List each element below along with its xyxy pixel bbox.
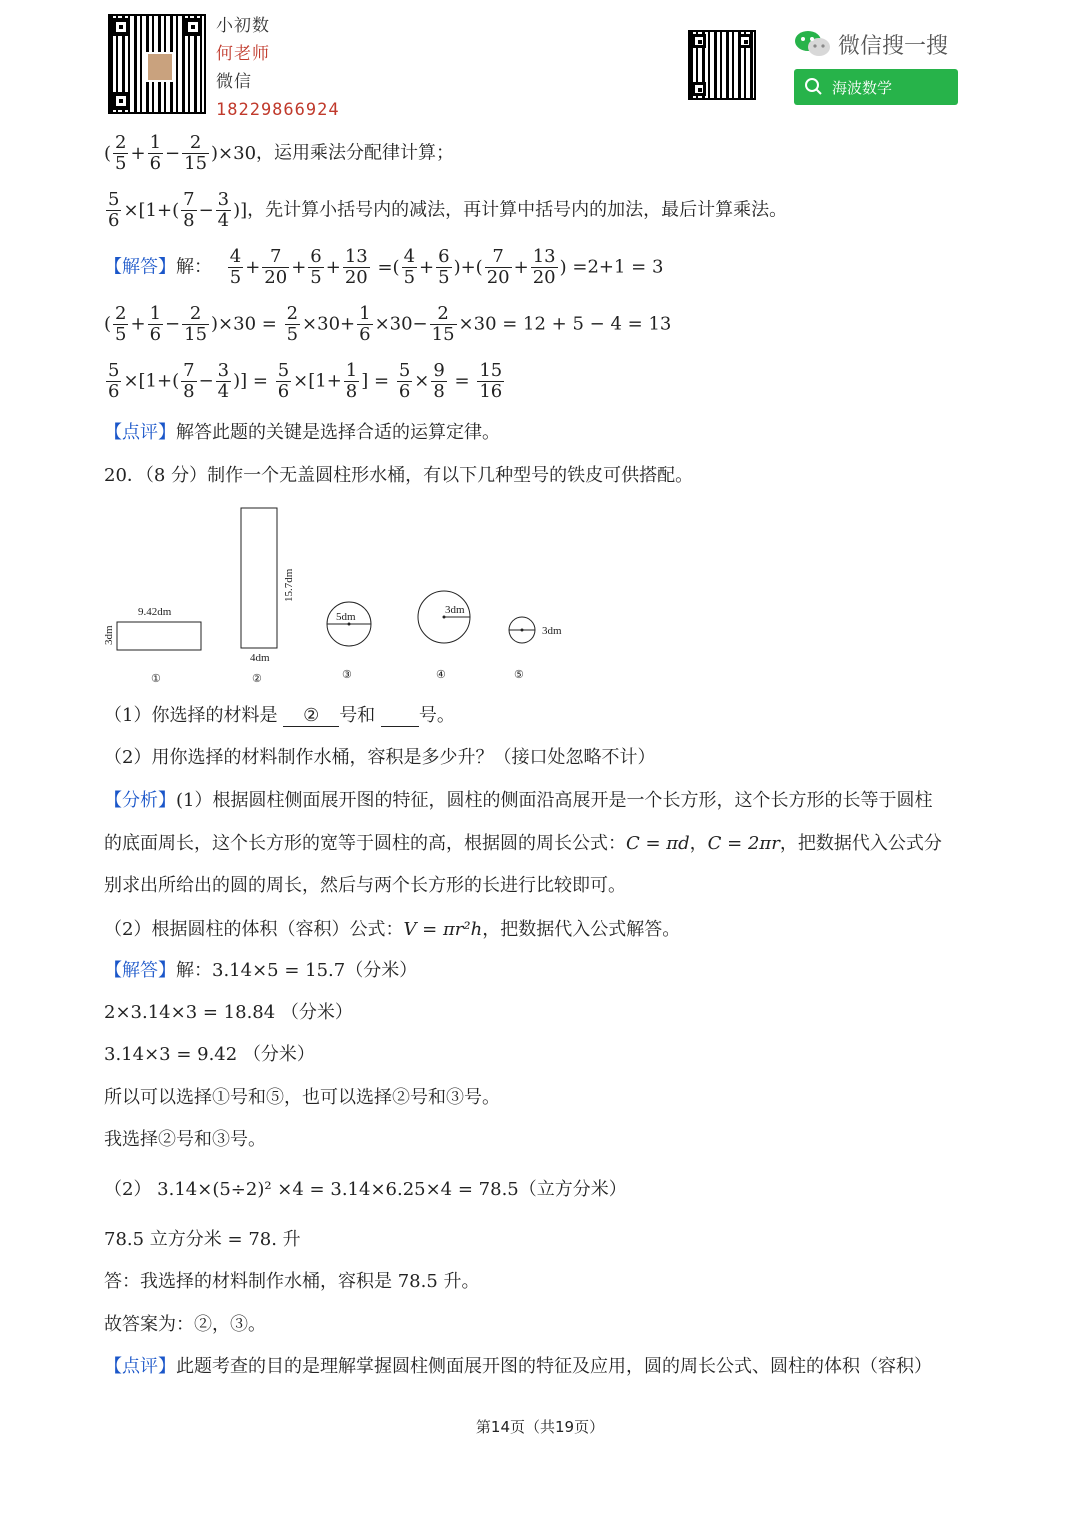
solution1-eq2: ( $\frac{2}{5}$ + $\frac{1}{6}$ − $\frac{2}{15}$ )×30 = $\frac{2}{5}$ ×30+ $\frac{1}{6}$ ×30− $\frac{2}{15}$ ×30 = 12 + 5 − 4 = 13 <box>104 303 672 345</box>
card-phone: 18229866924 <box>216 100 340 120</box>
eq1-result: =2+1 = 3 <box>572 256 664 278</box>
solution2-line-9: 故答案为：②，③。 <box>104 1314 266 1335</box>
qr-code-left <box>108 14 206 114</box>
rect-1-length: 9.42dm <box>138 606 172 618</box>
wechat-icon <box>794 29 832 59</box>
label-5: ⑤ <box>514 669 524 681</box>
label-1: ① <box>151 673 161 685</box>
material-diagram <box>100 502 580 692</box>
portrait-avatar <box>146 52 174 82</box>
label-2: ② <box>252 673 262 685</box>
solution2-tag: 【解答】 <box>104 960 176 981</box>
rect-2 <box>241 508 277 648</box>
q20-sub2: （2）用你选择的材料制作水桶，容积是多少升？（接口处忽略不计） <box>104 747 656 768</box>
analysis-line-1 <box>104 789 932 813</box>
solution2-line-8: 答：我选择的材料制作水桶，容积是 78.5 升。 <box>104 1271 480 1292</box>
intro-line-2 <box>104 133 454 174</box>
label-3: ③ <box>342 669 352 681</box>
formula-circumference-r: C = 2πr <box>707 833 780 854</box>
circle-3-diameter: 5dm <box>336 611 356 623</box>
analysis-text-4b: ，把数据代入公式解答。 <box>482 919 681 940</box>
review1 <box>104 421 500 445</box>
review2-text: 此题考查的目的是理解掌握圆柱侧面展开图的特征及应用，圆的周长公式、圆柱的体积（容积） <box>176 1356 932 1377</box>
q20-stem: 20．（8 分）制作一个无盖圆柱形水桶，有以下几种型号的铁皮可供搭配。 <box>104 465 694 486</box>
analysis-line-2 <box>104 832 942 856</box>
rect-2-width: 4dm <box>250 652 270 664</box>
qr-code-right <box>688 30 756 100</box>
eq2-tail: ×30 = 12 + 5 − 4 = 13 <box>458 313 672 335</box>
solution1-eq1 <box>104 247 663 288</box>
answer-blank-2[interactable] <box>381 706 419 727</box>
answer-blank-1[interactable]: ② <box>283 706 339 727</box>
search-label: 海波数学 <box>832 78 893 97</box>
eq1-expr: $\frac{4}{5}$ + $\frac{7}{20}$ + $\frac{6}{5}$ + $\frac{13}{20}$ =( $\frac{4}{5}$ + $\frac{6}{5}$ )+( $\frac{7}{20}$ + $\frac{13}{20}$ ) <box>229 246 573 288</box>
analysis-text-2b: ，把数据代入公式分 <box>779 833 942 854</box>
rect-2-length: 15.7dm <box>283 568 295 602</box>
circle-5-diameter: 3dm <box>542 625 562 637</box>
card-line-1: 小初数 <box>216 16 270 36</box>
card-line-3: 微信 <box>216 72 252 92</box>
q20-sub1 <box>104 704 455 728</box>
review2 <box>104 1355 932 1379</box>
solution1-eq3: $\frac{5}{6}$ ×[1+( $\frac{7}{8}$ − $\frac{3}{4}$ )] = $\frac{5}{6}$ ×[1+ $\frac{1}{8}$ ] = $\frac{5}{6}$ × $\frac{9}{8}$ = $\frac{15}{16}$ <box>108 360 503 402</box>
page-number: 第14页（共19页） <box>475 1418 605 1436</box>
intro-line-3 <box>104 190 787 231</box>
intro-line-2-text: ，运用乘法分配律计算； <box>256 142 455 164</box>
solution2-text-1: 解：3.14×5 = 15.7（分米） <box>176 960 418 981</box>
solution2-line-5: 我选择②号和③号。 <box>104 1129 266 1150</box>
solution2-line-6: （2） 3.14×(5÷2)² ×4 = 3.14×6.25×4 = 78.5（立方分米） <box>104 1179 627 1200</box>
expr-b: $\frac{5}{6}$ ×[1+( $\frac{7}{8}$ − $\frac{3}{4}$ )] <box>108 189 248 231</box>
rect-1-width: 3dm <box>103 625 115 645</box>
circle-4-radius: 3dm <box>445 604 465 616</box>
rect-1 <box>117 622 201 650</box>
search-box[interactable] <box>794 69 958 105</box>
review2-tag: 【点评】 <box>104 1356 176 1377</box>
analysis-text-2a: 的底面周长，这个长方形的宽等于圆柱的高，根据圆的周长公式： <box>104 833 626 854</box>
sub1-mid: 号和 <box>339 705 376 726</box>
solution2-line-4: 所以可以选择①号和⑤，也可以选择②号和③号。 <box>104 1087 500 1108</box>
analysis-line-3: 别求出所给出的圆的周长，然后与两个长方形的长进行比较即可。 <box>104 875 626 896</box>
wechat-search-logo <box>794 26 948 62</box>
analysis-line-4 <box>104 918 680 942</box>
formula-volume: V = πr²h <box>403 919 483 940</box>
analysis-text-1: (1）根据圆柱侧面展开图的特征，圆柱的侧面沿高展开是一个长方形，这个长方形的长等于圆柱 <box>176 790 933 811</box>
separator: ， <box>689 833 708 854</box>
expr-a: ( $\frac{2}{5}$ + $\frac{1}{6}$ − $\frac{2}{15}$ )×30 <box>104 132 257 174</box>
formula-circumference-d: C = πd <box>626 833 690 854</box>
search-icon <box>804 77 824 97</box>
contact-card <box>216 12 340 124</box>
solution2-line-3: 3.14×3 = 9.42 （分米） <box>104 1044 315 1065</box>
label-4: ④ <box>436 669 446 681</box>
analysis-tag: 【分析】 <box>104 790 176 811</box>
solution2-line-2: 2×3.14×3 = 18.84 （分米） <box>104 1002 353 1023</box>
intro-line-3-text: ，先计算小括号内的减法，再计算中括号内的加法，最后计算乘法。 <box>247 199 788 221</box>
solution2-line-7: 78.5 立方分米 = 78. 升 <box>104 1229 301 1250</box>
review-tag: 【点评】 <box>104 422 176 443</box>
solution-tag: 【解答】 <box>104 256 176 278</box>
solution2-line-1 <box>104 959 417 983</box>
analysis-text-4a: （2）根据圆柱的体积（容积）公式： <box>104 919 404 940</box>
review1-text: 解答此题的关键是选择合适的运算定律。 <box>176 422 500 443</box>
sub1-prefix: （1）你选择的材料是 <box>104 705 278 726</box>
card-line-2: 何老师 <box>216 44 270 64</box>
sub1-end: 号。 <box>418 705 455 726</box>
wechat-search-title: 微信搜一搜 <box>838 33 949 59</box>
solution-lead: 解： <box>176 256 212 278</box>
